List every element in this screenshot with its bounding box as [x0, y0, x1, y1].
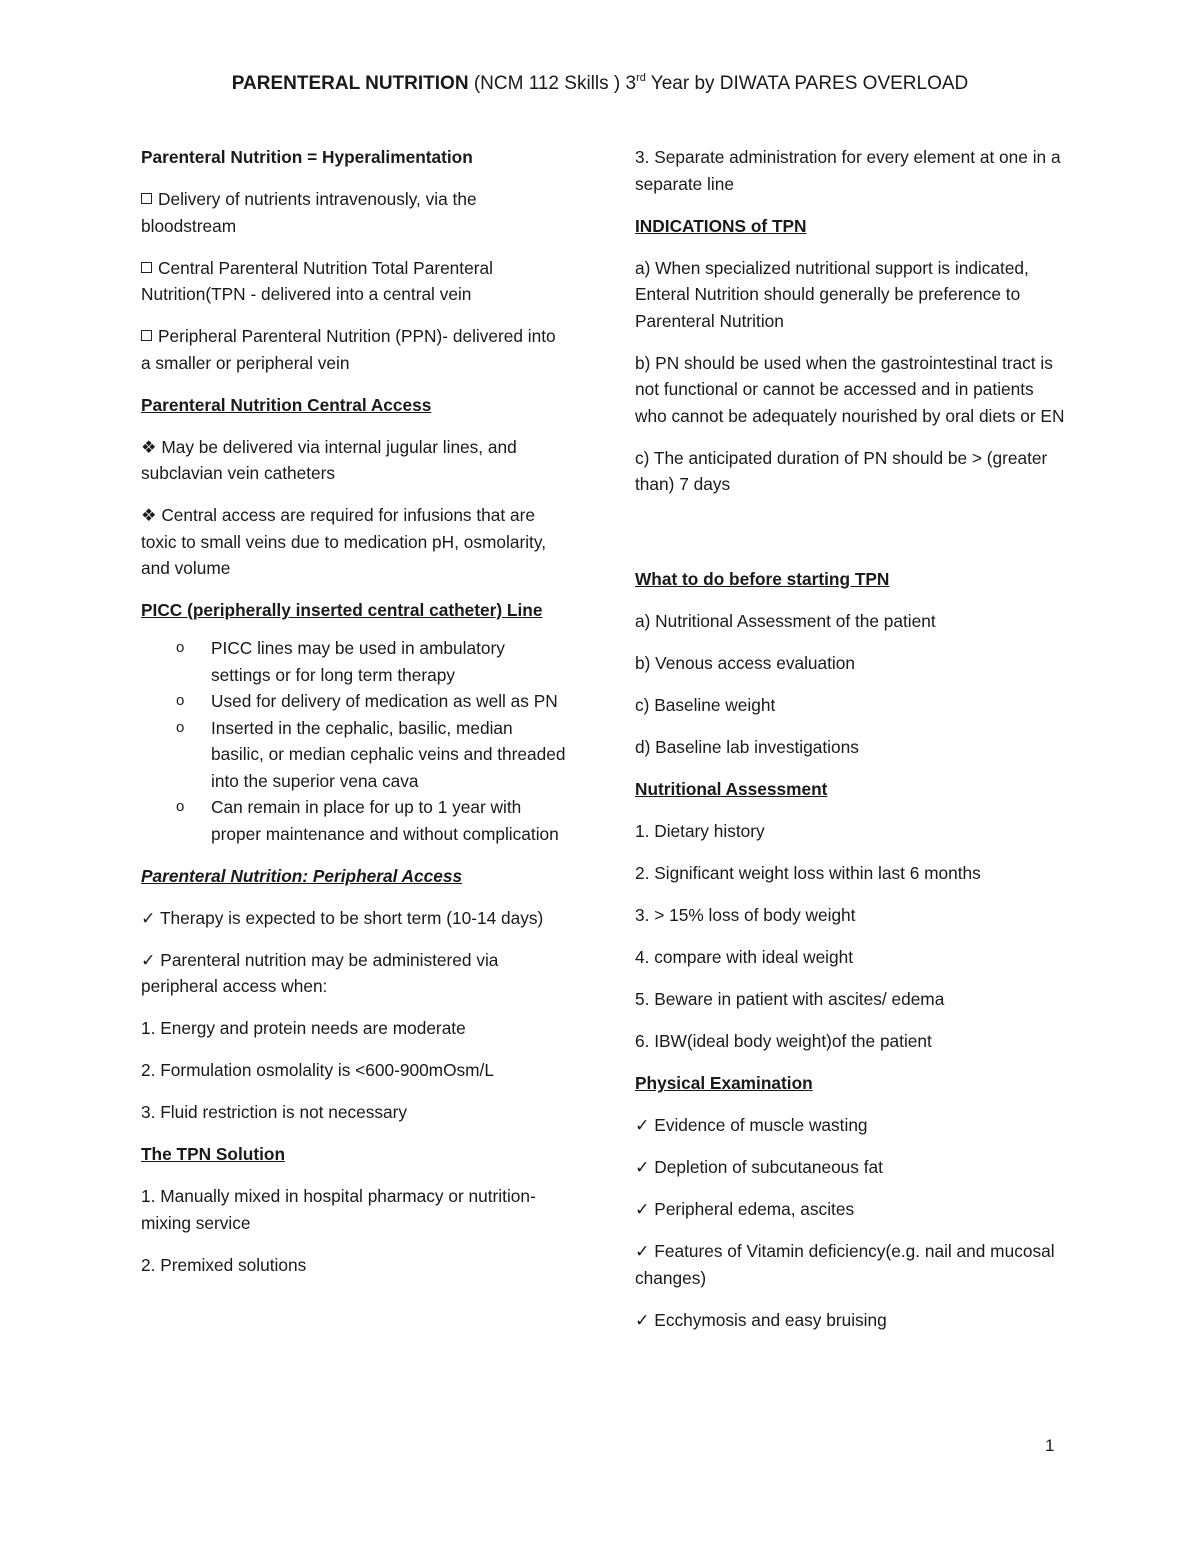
list-item: o Inserted in the cephalic, basilic, median basilic, or median cephalic veins and threaded into the superior vena cava: [211, 715, 566, 795]
check-icon: ✓: [141, 949, 156, 970]
list-item: o Can remain in place for up to 1 year with proper maintenance and without complication: [211, 794, 566, 847]
list-item: 3. Separate administration for every element at one in a separate line: [635, 147, 1061, 194]
section-heading: What to do before starting TPN: [635, 569, 890, 589]
square-bullet-icon: [141, 193, 152, 204]
list-item: 3. Fluid restriction is not necessary: [141, 1102, 408, 1122]
diamond-bullet-icon: ❖: [141, 505, 157, 525]
check-icon: ✓: [635, 1157, 650, 1177]
square-bullet-icon: [141, 262, 152, 273]
list-item: 1. Energy and protein needs are moderate: [141, 1018, 466, 1038]
list-item: 3. > 15% loss of body weight: [635, 905, 856, 925]
circle-bullet-icon: o: [176, 718, 185, 736]
diamond-bullet-icon: ❖: [141, 436, 157, 457]
check-icon: ✓: [635, 1199, 650, 1219]
check-icon: ✓: [635, 1241, 650, 1261]
list-item: ✓ Features of Vitamin deficiency(e.g. nail and mucosal changes): [635, 1241, 1055, 1288]
section-heading: The TPN Solution: [141, 1144, 285, 1164]
section-heading: Parenteral Nutrition: Peripheral Access: [141, 865, 463, 886]
circle-bullet-icon: o: [176, 798, 185, 815]
list-item: c) Baseline weight: [635, 695, 776, 715]
list-item: 5. Beware in patient with ascites/ edema: [635, 989, 945, 1009]
list-item: ✓ Peripheral edema, ascites: [635, 1199, 855, 1219]
check-icon: ✓: [141, 907, 156, 928]
list-item: b) PN should be used when the gastrointestinal tract is not functional or cannot be accessed and in patients who cannot be adequately nourished by oral diets or EN: [635, 352, 1065, 426]
list-item: c) The anticipated duration of PN should be > (greater than) 7 days: [635, 447, 1048, 494]
list-item: 2. Significant weight loss within last 6 months: [635, 863, 981, 883]
page-number: 1: [1045, 1436, 1055, 1455]
circle-bullet-icon: o: [176, 692, 185, 709]
list-item: ❖ Central access are required for infusions that are toxic to small veins due to medication pH, osmolarity, and volume: [141, 505, 546, 578]
section-heading: Nutritional Assessment: [635, 779, 828, 799]
title-superscript: rd: [636, 72, 646, 84]
section-heading: Parenteral Nutrition = Hyperalimentation: [141, 147, 473, 167]
list-item: 1. Dietary history: [635, 821, 765, 841]
circle-bullet-icon: o: [176, 639, 185, 656]
section-heading: Physical Examination: [635, 1073, 813, 1093]
list-item: ✓ Depletion of subcutaneous fat: [635, 1157, 883, 1177]
section-heading: Parenteral Nutrition Central Access: [141, 394, 432, 415]
check-icon: ✓: [635, 1309, 650, 1330]
list-item: 1. Manually mixed in hospital pharmacy or nutrition-mixing service: [141, 1186, 536, 1233]
right-column: [635, 144, 1065, 1349]
square-bullet-icon: [141, 330, 152, 341]
list-item: ✓ Ecchymosis and easy bruising: [635, 1309, 887, 1330]
title-author: Year by DIWATA PARES OVERLOAD: [645, 73, 969, 94]
list-item: Peripheral Parenteral Nutrition (PPN)- delivered into a smaller or peripheral vein: [141, 326, 556, 373]
list-item: a) Nutritional Assessment of the patient: [635, 611, 936, 631]
left-column: [141, 144, 566, 1294]
list-item: 4. compare with ideal weight: [635, 947, 854, 967]
list-item: ✓ Therapy is expected to be short term (10-14 days): [141, 907, 544, 928]
page-title: [0, 72, 1200, 95]
section-heading: INDICATIONS of TPN: [635, 215, 807, 236]
list-item: ❖ May be delivered via internal jugular lines, and subclavian vein catheters: [141, 436, 517, 483]
section-heading: PICC (peripherally inserted central catheter) Line: [141, 600, 543, 620]
list-item: a) When specialized nutritional support is indicated, Enteral Nutrition should generally be preference to Parenteral Nutrition: [635, 257, 1029, 331]
picc-list: [141, 635, 566, 847]
list-item: 2. Formulation osmolality is <600-900mOsm/L: [141, 1060, 494, 1080]
list-item: o PICC lines may be used in ambulatory settings or for long term therapy: [211, 635, 566, 688]
list-item: Delivery of nutrients intravenously, via the bloodstream: [141, 189, 477, 236]
list-item: b) Venous access evaluation: [635, 653, 855, 673]
list-item: Central Parenteral Nutrition Total Parenteral Nutrition(TPN - delivered into a central vein: [141, 257, 493, 304]
list-item: d) Baseline lab investigations: [635, 737, 859, 757]
title-course: (NCM 112 Skills ) 3: [468, 73, 637, 94]
list-item: o Used for delivery of medication as well as PN: [211, 688, 566, 715]
list-item: 6. IBW(ideal body weight)of the patient: [635, 1031, 932, 1051]
spacer: [635, 513, 1065, 566]
list-item: 2. Premixed solutions: [141, 1254, 307, 1275]
check-icon: ✓: [635, 1115, 650, 1135]
list-item: ✓ Evidence of muscle wasting: [635, 1115, 868, 1135]
list-item: ✓ Parenteral nutrition may be administered via peripheral access when:: [141, 949, 499, 996]
title-main: PARENTERAL NUTRITION: [231, 73, 469, 94]
